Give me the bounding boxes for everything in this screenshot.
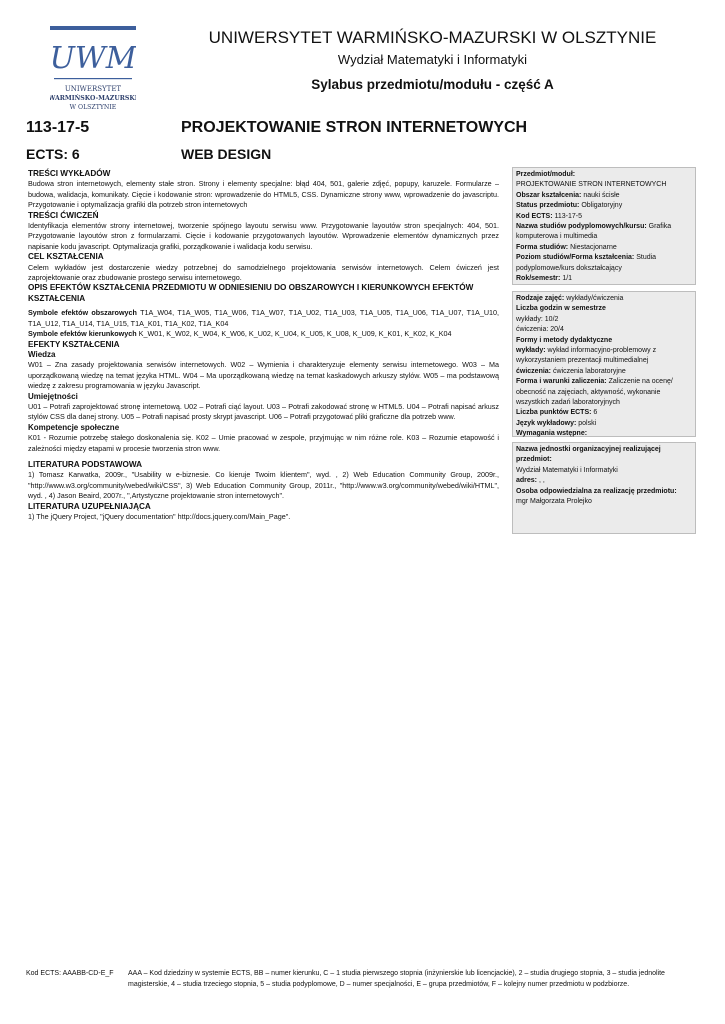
knowledge-heading: Wiedza: [28, 349, 56, 359]
study-form-label: Forma studiów:: [516, 243, 569, 251]
university-logo: [50, 26, 136, 116]
course-english-title: WEB DESIGN: [181, 146, 272, 162]
literature-extra-heading: LITERATURA UZUPEŁNIAJĄCA: [28, 501, 151, 511]
university-name: UNIWERSYTET WARMIŃSKO-MAZURSKI W OLSZTYNIE: [208, 28, 657, 47]
credit-label: Forma i warunki zaliczenia:: [516, 378, 607, 386]
literature-heading: LITERATURA PODSTAWOWA: [28, 459, 143, 469]
unit-value: Wydział Matematyki i Informatyki: [516, 466, 618, 474]
course-info-box: [512, 167, 696, 285]
year-value: 1/1: [562, 275, 573, 283]
logo-monogram: UWM: [50, 41, 136, 76]
requirements-label: Wymagania wstępne:: [516, 430, 588, 438]
outcomes-heading: OPIS EFEKTÓW KSZTAŁCENIA PRZEDMIOTU W ODNIESIENIU DO OBSZAROWYCH I KIERUNKOWYCH EFEKTÓW KSZTAŁCENIA: [28, 283, 474, 303]
document-title: Sylabus przedmiotu/modułu - część A: [311, 77, 554, 92]
literature-text: 1) Tomasz Karwatka, 2009r., "Usability w e-biznesie. Co kieruje Twoim klientem", wyd. , 2) Web Education Community Group, 2009r., "http://www.w3.org/community/webed/wiki/CSS", 3) Web Education Community Group, 2011r., "http://www.w3.org/community/webed/wiki/HTML", wyd. , 4) Jason Beaird, 2007r., ",Artystyczne projektowanie stron internetowych".: [28, 470, 499, 501]
area-symbols-value: T1A_W04, T1A_W05, T1A_W06, T1A_W07, T1A_U02, T1A_U03, T1A_U05, T1A_U06, T1A_U07, T1A_U10, T1A_U12, T1A_U14, T1A_U15, T1A_K01, T1A_K02, T1A_K04: [28, 308, 500, 328]
exercises-text: Identyfikacja elementów strony internetowej, tworzenie spójnego layoutu serwisu www. Przygotowanie layoutów stron specjalnych: 404, 501. Przygotowanie layoutów stron z formularzami. Cięcie i kodowanie przygotowanych layoutów. Wprowadzenie elementów dynamicznych przez napisanie kodu javascript. Optymalizacja grafiki, porządkowanie i walidacja kodu serwisu.: [28, 221, 499, 251]
unit-info-box: [512, 442, 696, 534]
skills-heading: Umiejętności: [28, 391, 78, 401]
module-value: PROJEKTOWANIE STRON INTERNETOWYCH: [516, 181, 667, 189]
address-label: adres:: [516, 477, 538, 485]
skills-text: U01 – Potrafi zaprojektować stronę internetową. U02 – Potrafi ciąć layout. U03 – Potrafi zakodować stronę w HTML5. U04 – Potrafi napisać arkusz stylów CSS dla danej strony. U05 – Potrafi napisać prosty skrypt javascript. U06 – Potrafi przygotować pliki graficzne dla potrzeb www.: [28, 401, 499, 422]
footer-code-format: Kod ECTS: AAABB-CD-E_F: [26, 970, 114, 977]
area-value: nauki ścisłe: [583, 191, 620, 199]
status-label: Status przedmiotu:: [516, 202, 580, 210]
hours-lectures: wykłady: 10/2: [516, 315, 559, 323]
level-value: Studia podyplomowe/kurs dokształcający: [516, 254, 657, 272]
hours-exercises: ćwiczenia: 20/4: [516, 326, 564, 334]
methods-label: Formy i metody dydaktyczne: [516, 336, 613, 344]
methods-exercises-label: ćwiczenia:: [516, 367, 552, 375]
social-text: K01 - Rozumie potrzebę stałego doskonalenia się. K02 – Umie pracować w zespole, przyjmując w nim różne role. K03 – Rozumie etapowość i zależności między etapami w procesie tworzenia stron www.: [28, 433, 499, 453]
address-value: , ,: [538, 477, 545, 485]
logo-caption-1: UNIWERSYTET: [64, 85, 122, 93]
module-label: Przedmiot/moduł:: [516, 171, 576, 178]
language-value: polski: [578, 419, 597, 427]
knowledge-text: W01 – Zna zasady projektowania serwisów internetowych. W02 – Wymienia i charakteryzuje elementy serwisu internetowego. W03 – Ma uporządkowaną wiedzę na temat języka HTML. W04 – Ma uporządkowaną wiedzę na temat kaskadowych arkuszy stylów. W05 – ma podstawową wiedzę z zakresu programowania w języku Javascript.: [28, 360, 499, 391]
area-label: Obszar kształcenia:: [516, 191, 582, 199]
field-symbols-label: Symbole efektów kierunkowych: [28, 329, 137, 339]
methods-exercises-value: ćwiczenia laboratoryjne: [552, 367, 626, 375]
syllabus-content: [28, 169, 499, 522]
credit-value: Zaliczenie na ocenę/ obecność na zajęciach, aktywność, wykonanie wszystkich zadań laboratoryjnych: [516, 378, 673, 407]
level-label: Poziom studiów/Forma kształcenia:: [516, 254, 635, 262]
ects-points-label: Liczba punktów ECTS:: [516, 409, 592, 417]
field-symbols-value: K_W01, K_W02, K_W04, K_W06, K_U02, K_U04, K_U05, K_U08, K_U09, K_K01, K_K02, K_K04: [138, 329, 452, 339]
faculty-name: Wydział Matematyki i Informatyki: [337, 52, 528, 67]
goal-text: Celem wykładów jest dostarczenie wiedzy potrzebnej do samodzielnego projektowania serwisów internetowych. Celem ćwiczeń jest zaprojektowanie oraz zbudowanie prostego serwisu internetowego.: [28, 262, 499, 283]
ects-code-value: 113-17-5: [554, 212, 583, 220]
literature-extra-text: 1) The jQuery Project, "jQuery documentation" http://docs.jquery.com/Main_Page".: [28, 512, 291, 521]
person-value: mgr Małgorzata Prolejko: [516, 498, 592, 506]
classes-value: wykłady/ćwiczenia: [566, 295, 624, 302]
course-title: PROJEKTOWANIE STRON INTERNETOWYCH: [181, 119, 528, 136]
ects-points-value: 6: [593, 409, 598, 417]
ects-code-label: Kod ECTS:: [516, 212, 553, 220]
program-label: Nazwa studiów podyplomowych/kursu:: [516, 223, 647, 231]
footer-legend: AAA – Kod dziedziny w systemie ECTS, BB – numer kierunku, C – 1 studia pierwszego stopnia (inżynierskie lub licencjackie), 2 – studia drugiego stopnia, 3 – studia jednolite magisterskie, 4 – studia trzeciego stopnia, 5 – studia podyplomowe, D – numer specjalności, E – grupa przedmiotów, F – kolejny numer przedmiotu w podzbiorze.: [128, 970, 665, 988]
area-symbols-label: Symbole efektów obszarowych: [28, 308, 137, 318]
year-label: Rok/semestr:: [516, 275, 561, 283]
logo-caption-2: WARMIŃSKO-MAZURSKI: [50, 95, 136, 102]
status-value: Obligatoryjny: [581, 202, 623, 210]
goal-heading: CEL KSZTAŁCENIA: [28, 252, 104, 262]
program-value: Grafika komputerowa i multimedia: [516, 223, 672, 241]
unit-label: Nazwa jednostki organizacyjnej realizującej przedmiot:: [516, 446, 661, 464]
area-symbols: [28, 308, 499, 329]
methods-lectures-label: wykłady:: [516, 347, 546, 355]
classes-info-box: [512, 291, 696, 437]
logo-caption-3: W OLSZTYNIE: [69, 104, 117, 111]
effects-heading: EFEKTY KSZTAŁCENIA: [28, 339, 120, 349]
course-code: 113-17-5: [26, 119, 90, 136]
field-symbols: [28, 329, 499, 339]
study-form-value: Niestacjonarne: [570, 243, 617, 251]
exercises-heading: TREŚCI ĆWICZEŃ: [28, 210, 99, 220]
language-label: Język wykładowy:: [516, 419, 577, 427]
lectures-heading: TREŚCI WYKŁADÓW: [28, 169, 111, 178]
lectures-text: Budowa stron internetowych, elementy stałe stron. Strony i elementy specjalne: błąd 404, 501, galerie zdjęć, popupy, karuzele. Formularze – budowa, walidacja, komunikaty. Cięcie i kodowanie stron: wprowadzenie do HTML5, CSS. Dynamiczne strony www, wprowadzenie do javascriptu. Przygotowanie i optymalizacja grafiki dla potrzeb stron internetowych: [28, 179, 499, 210]
methods-lectures-value: wykład informacyjno-problemowy z wykorzystaniem prezentacji multimedialnej: [516, 347, 657, 365]
classes-label: Rodzaje zajęć:: [516, 295, 565, 302]
ects-points: ECTS: 6: [26, 146, 80, 162]
hours-label: Liczba godzin w semestrze: [516, 305, 606, 313]
social-heading: Kompetencje społeczne: [28, 422, 120, 432]
person-label: Osoba odpowiedzialna za realizację przedmiotu:: [516, 487, 677, 495]
